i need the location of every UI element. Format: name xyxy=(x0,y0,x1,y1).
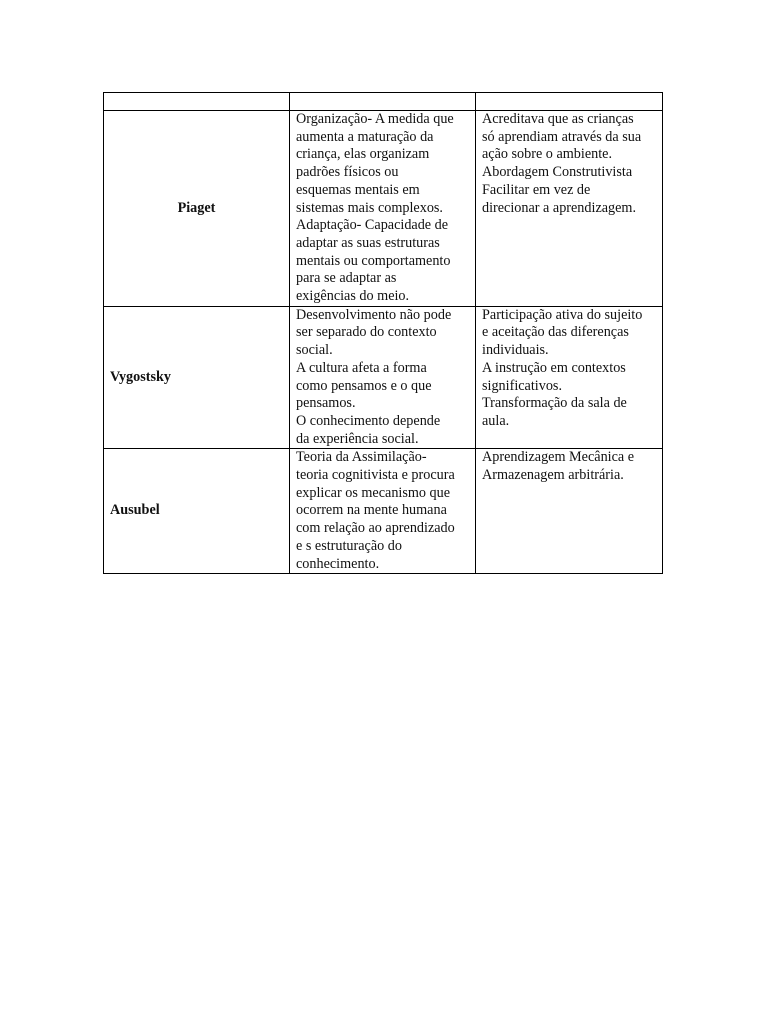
theorist-name: Ausubel xyxy=(104,449,290,574)
text-line: esquemas mentais em xyxy=(296,181,420,198)
text-line: Aprendizagem Mecânica e xyxy=(482,449,635,466)
text-line: Transformação da sala de xyxy=(482,395,627,412)
text-line: ser separado do contexto xyxy=(296,324,437,341)
text-line: pensamos. xyxy=(296,395,356,412)
text-line: O conhecimento depende xyxy=(296,412,441,429)
text-line: Adaptação- Capacidade de xyxy=(296,217,449,234)
text-line: aula. xyxy=(482,412,510,429)
text-line: conhecimento. xyxy=(296,555,380,572)
theorists-table xyxy=(103,92,663,574)
text-line: sistemas mais complexos. xyxy=(296,199,443,216)
text-line: Participação ativa do sujeito xyxy=(482,306,643,323)
text-line: direcionar a aprendizagem. xyxy=(482,199,637,216)
text-line: Facilitar em vez de xyxy=(482,181,591,198)
text-line: explicar os mecanismo que xyxy=(296,484,451,501)
concepts-cell xyxy=(290,306,476,449)
concepts-cell xyxy=(290,111,476,307)
text-line: adaptar as suas estruturas xyxy=(296,234,440,251)
text-line: Organização- A medida que xyxy=(296,111,454,127)
text-line: teoria cognitivista e procura xyxy=(296,467,455,484)
text-line: da experiência social. xyxy=(296,430,419,447)
implications-cell xyxy=(476,111,663,307)
text-line: padrões físicos ou xyxy=(296,164,399,181)
text-line: A cultura afeta a forma xyxy=(296,359,427,376)
text-line: exigências do meio. xyxy=(296,288,410,305)
header-cell xyxy=(476,93,663,111)
theorist-name: Piaget xyxy=(104,111,290,307)
text-line: Armazenagem arbitrária. xyxy=(482,467,624,484)
text-line: Abordagem Construtivista xyxy=(482,164,633,181)
implications-cell xyxy=(476,306,663,449)
text-line: e aceitação das diferenças xyxy=(482,324,629,341)
theorist-name: Vygostsky xyxy=(104,306,290,449)
text-line: ação sobre o ambiente. xyxy=(482,146,612,163)
text-line: como pensamos e o que xyxy=(296,377,432,394)
table-header-row xyxy=(104,93,663,111)
text-line: ocorrem na mente humana xyxy=(296,502,447,519)
text-line: Desenvolvimento não pode xyxy=(296,306,452,323)
text-line: individuais. xyxy=(482,342,549,359)
text-line: com relação ao aprendizado xyxy=(296,520,455,537)
text-line: criança, elas organizam xyxy=(296,146,430,163)
text-line: mentais ou comportamento xyxy=(296,252,451,269)
concepts-cell xyxy=(290,449,476,574)
table-row-piaget xyxy=(104,111,663,307)
text-line: para se adaptar as xyxy=(296,270,397,287)
text-line: Acreditava que as crianças xyxy=(482,111,634,127)
implications-cell xyxy=(476,449,663,574)
text-line: e s estruturação do xyxy=(296,537,402,554)
table-row-ausubel xyxy=(104,449,663,574)
header-cell xyxy=(290,93,476,111)
text-line: significativos. xyxy=(482,377,562,394)
text-line: só aprendiam através da sua xyxy=(482,128,642,145)
text-line: Teoria da Assimilação- xyxy=(296,449,427,466)
text-line: aumenta a maturação da xyxy=(296,128,434,145)
header-cell xyxy=(104,93,290,111)
table-row-vygostsky xyxy=(104,306,663,449)
text-line: social. xyxy=(296,342,333,359)
text-line: A instrução em contextos xyxy=(482,359,626,376)
